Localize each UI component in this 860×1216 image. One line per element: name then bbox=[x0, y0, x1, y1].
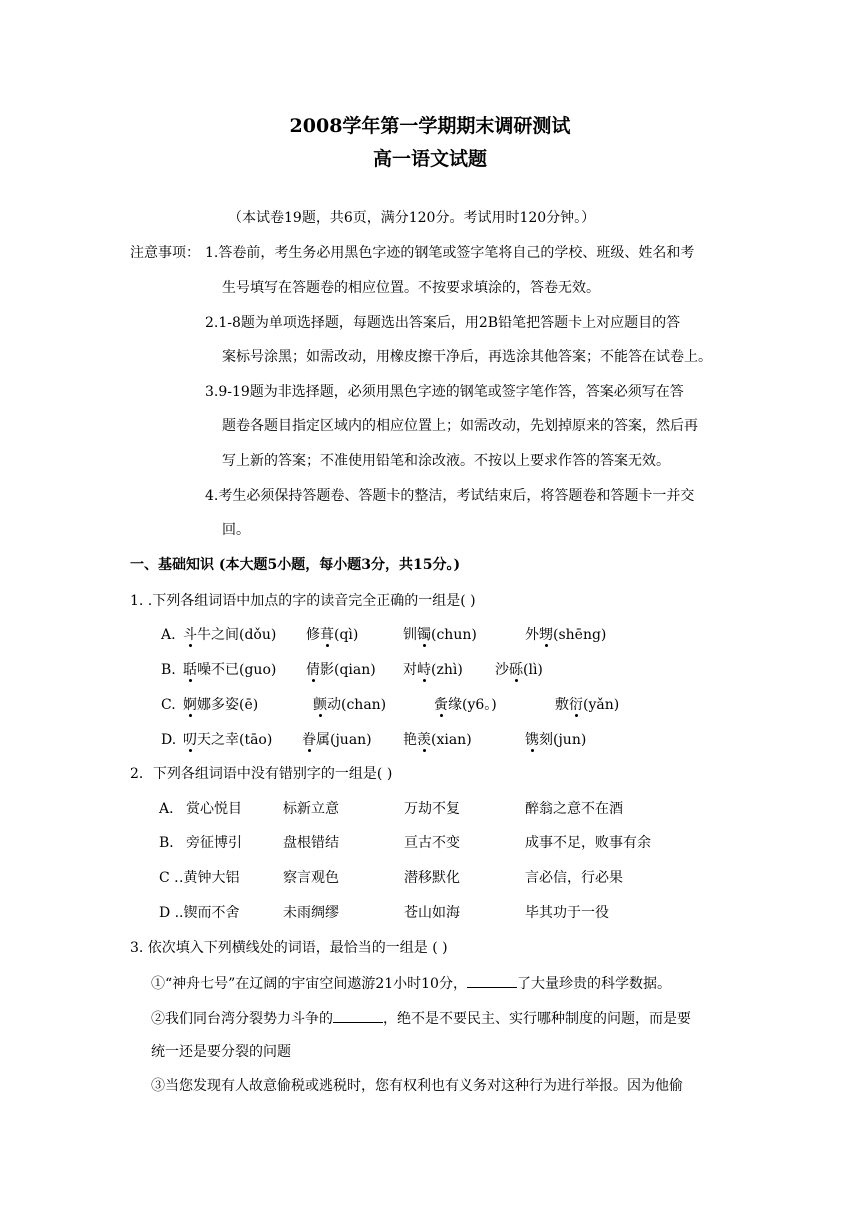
q3-sentence-3: ③当您发现有人故意偷税或逃税时，您有权利也有义务对这种行为进行举报。因为他偷 bbox=[151, 1078, 683, 1094]
section-heading: 一、基础知识 (本大题5小题，每小题3分，共15分。) bbox=[130, 557, 461, 573]
q2-option-d-item: .锲而不舍 bbox=[179, 905, 240, 921]
q2-option-b-item: 成事不足，败事有余 bbox=[525, 835, 651, 851]
q1-option-c-item: 颤动(chan) bbox=[313, 697, 387, 713]
fill-blank bbox=[467, 975, 517, 988]
q3-sentence-1: ①“神舟七号”在辽阔的宇宙空间遨游21小时10分， 了大量珍贵的科学数据。 bbox=[151, 976, 671, 992]
q1-option-d-label: D. bbox=[161, 732, 177, 748]
note-line: 3.9-19题为非选择题，必须用黑色字迹的钢笔或签字笔作答，答案必须写在答 bbox=[205, 384, 684, 400]
q1-option-b-item: 聒噪不已(guo) bbox=[183, 662, 277, 678]
q2-option-c-item: .黄钟大铝 bbox=[179, 870, 240, 886]
q2-option-b-item: 盘根错结 bbox=[283, 835, 339, 851]
q2-option-d-item: 毕其功于一役 bbox=[525, 905, 609, 921]
q2-option-a-item: 标新立意 bbox=[283, 801, 339, 817]
q1-option-a-item: 斗牛之间(dǒu) bbox=[183, 627, 277, 643]
page-subtitle: 高一语文试题 bbox=[372, 148, 487, 170]
note-line: 2.1-8题为单项选择题，每题选出答案后，用2B铅笔把答题卡上对应题目的答 bbox=[205, 315, 681, 331]
note-line: 生号填写在答题卷的相应位置。不按要求填涂的，答卷无效。 bbox=[222, 280, 600, 296]
page-title: 2008学年第一学期期末调研测试 bbox=[289, 115, 571, 137]
q1-option-d-item: 艳羡(xian) bbox=[403, 732, 472, 748]
q2-option-c-item: 潜移默化 bbox=[404, 870, 460, 886]
exam-info: （本试卷19题，共6页，满分120分。考试用时120分钟。） bbox=[228, 210, 596, 226]
note-line: 1.答卷前，考生务必用黑色字迹的钢笔或签字笔将自己的学校、班级、姓名和考 bbox=[205, 245, 695, 261]
q1-option-a-item: 钏镯(chun) bbox=[403, 627, 477, 643]
note-line: 回。 bbox=[222, 522, 250, 538]
fill-blank bbox=[333, 1010, 383, 1023]
q1-option-c-label: C. bbox=[161, 697, 176, 713]
note-line: 4.考生必须保持答题卷、答题卡的整洁，考试结束后，将答题卷和答题卡一并交 bbox=[205, 488, 695, 504]
q2-option-a-item: 醉翁之意不在酒 bbox=[525, 801, 623, 817]
q1-option-a-label: A. bbox=[161, 627, 176, 643]
note-line: 案标号涂黑；如需改动，用橡皮擦干净后，再选涂其他答案；不能答在试卷上。 bbox=[222, 349, 712, 365]
q3-sentence-2: ②我们同台湾分裂势力斗争的 ，绝不是不要民主、实行哪种制度的问题，而是要 bbox=[151, 1011, 691, 1027]
q2-option-d-label: D . bbox=[159, 905, 180, 921]
q2-option-c-label: C . bbox=[159, 870, 179, 886]
q1-option-a-item: 外甥(shēng) bbox=[525, 627, 607, 643]
q2-option-a-label: A． bbox=[159, 801, 184, 817]
q1-option-c-item: 夤缘(y6。) bbox=[434, 697, 497, 713]
q1-option-a-item: 修葺(qì) bbox=[306, 627, 359, 643]
q2-option-c-item: 察言观色 bbox=[283, 870, 339, 886]
q3-sentence-2-cont: 统一还是要分裂的问题 bbox=[151, 1044, 291, 1060]
q1-option-d-item: 叨天之幸(tāo) bbox=[183, 732, 273, 748]
q2-option-b-item: 亘古不变 bbox=[404, 835, 460, 851]
q2-option-a-item: 赏心悦目 bbox=[186, 801, 242, 817]
q2-option-c-item: 言必信，行必果 bbox=[525, 870, 623, 886]
question-2-stem: 2．下列各组词语中没有错别字的一组是( ) bbox=[130, 766, 393, 782]
q2-option-b-label: B． bbox=[159, 835, 184, 851]
q1-option-d-item: 眷属(juan) bbox=[302, 732, 372, 748]
q1-option-b-label: B. bbox=[161, 662, 176, 678]
q1-option-b-item: 沙砾(lì) bbox=[495, 662, 543, 678]
question-3-stem: 3. 依次填入下列横线处的词语，最恰当的一组是 ( ) bbox=[130, 940, 448, 956]
q2-option-d-item: 未雨绸缪 bbox=[283, 905, 339, 921]
q1-option-c-item: 婀娜多姿(ē) bbox=[183, 697, 259, 713]
note-line: 题卷各题目指定区域内的相应位置上；如需改动，先划掉原来的答案，然后再 bbox=[222, 418, 698, 434]
q2-option-a-item: 万劫不复 bbox=[404, 801, 460, 817]
q2-option-b-item: 旁征博引 bbox=[186, 835, 242, 851]
q1-option-c-item: 敷衍(yǎn) bbox=[555, 697, 620, 713]
note-line: 写上新的答案；不准使用铅笔和涂改液。不按以上要求作答的答案无效。 bbox=[222, 453, 670, 469]
q1-option-b-item: 对峙(zhì) bbox=[403, 662, 463, 678]
notes-label: 注意事项： bbox=[130, 245, 200, 261]
q1-option-d-item: 镌刻(jun) bbox=[525, 732, 587, 748]
q2-option-d-item: 苍山如海 bbox=[404, 905, 460, 921]
question-1-stem: 1. .下列各组词语中加点的字的读音完全正确的一组是( ) bbox=[130, 593, 476, 609]
q1-option-b-item: 倩影(qian) bbox=[306, 662, 376, 678]
